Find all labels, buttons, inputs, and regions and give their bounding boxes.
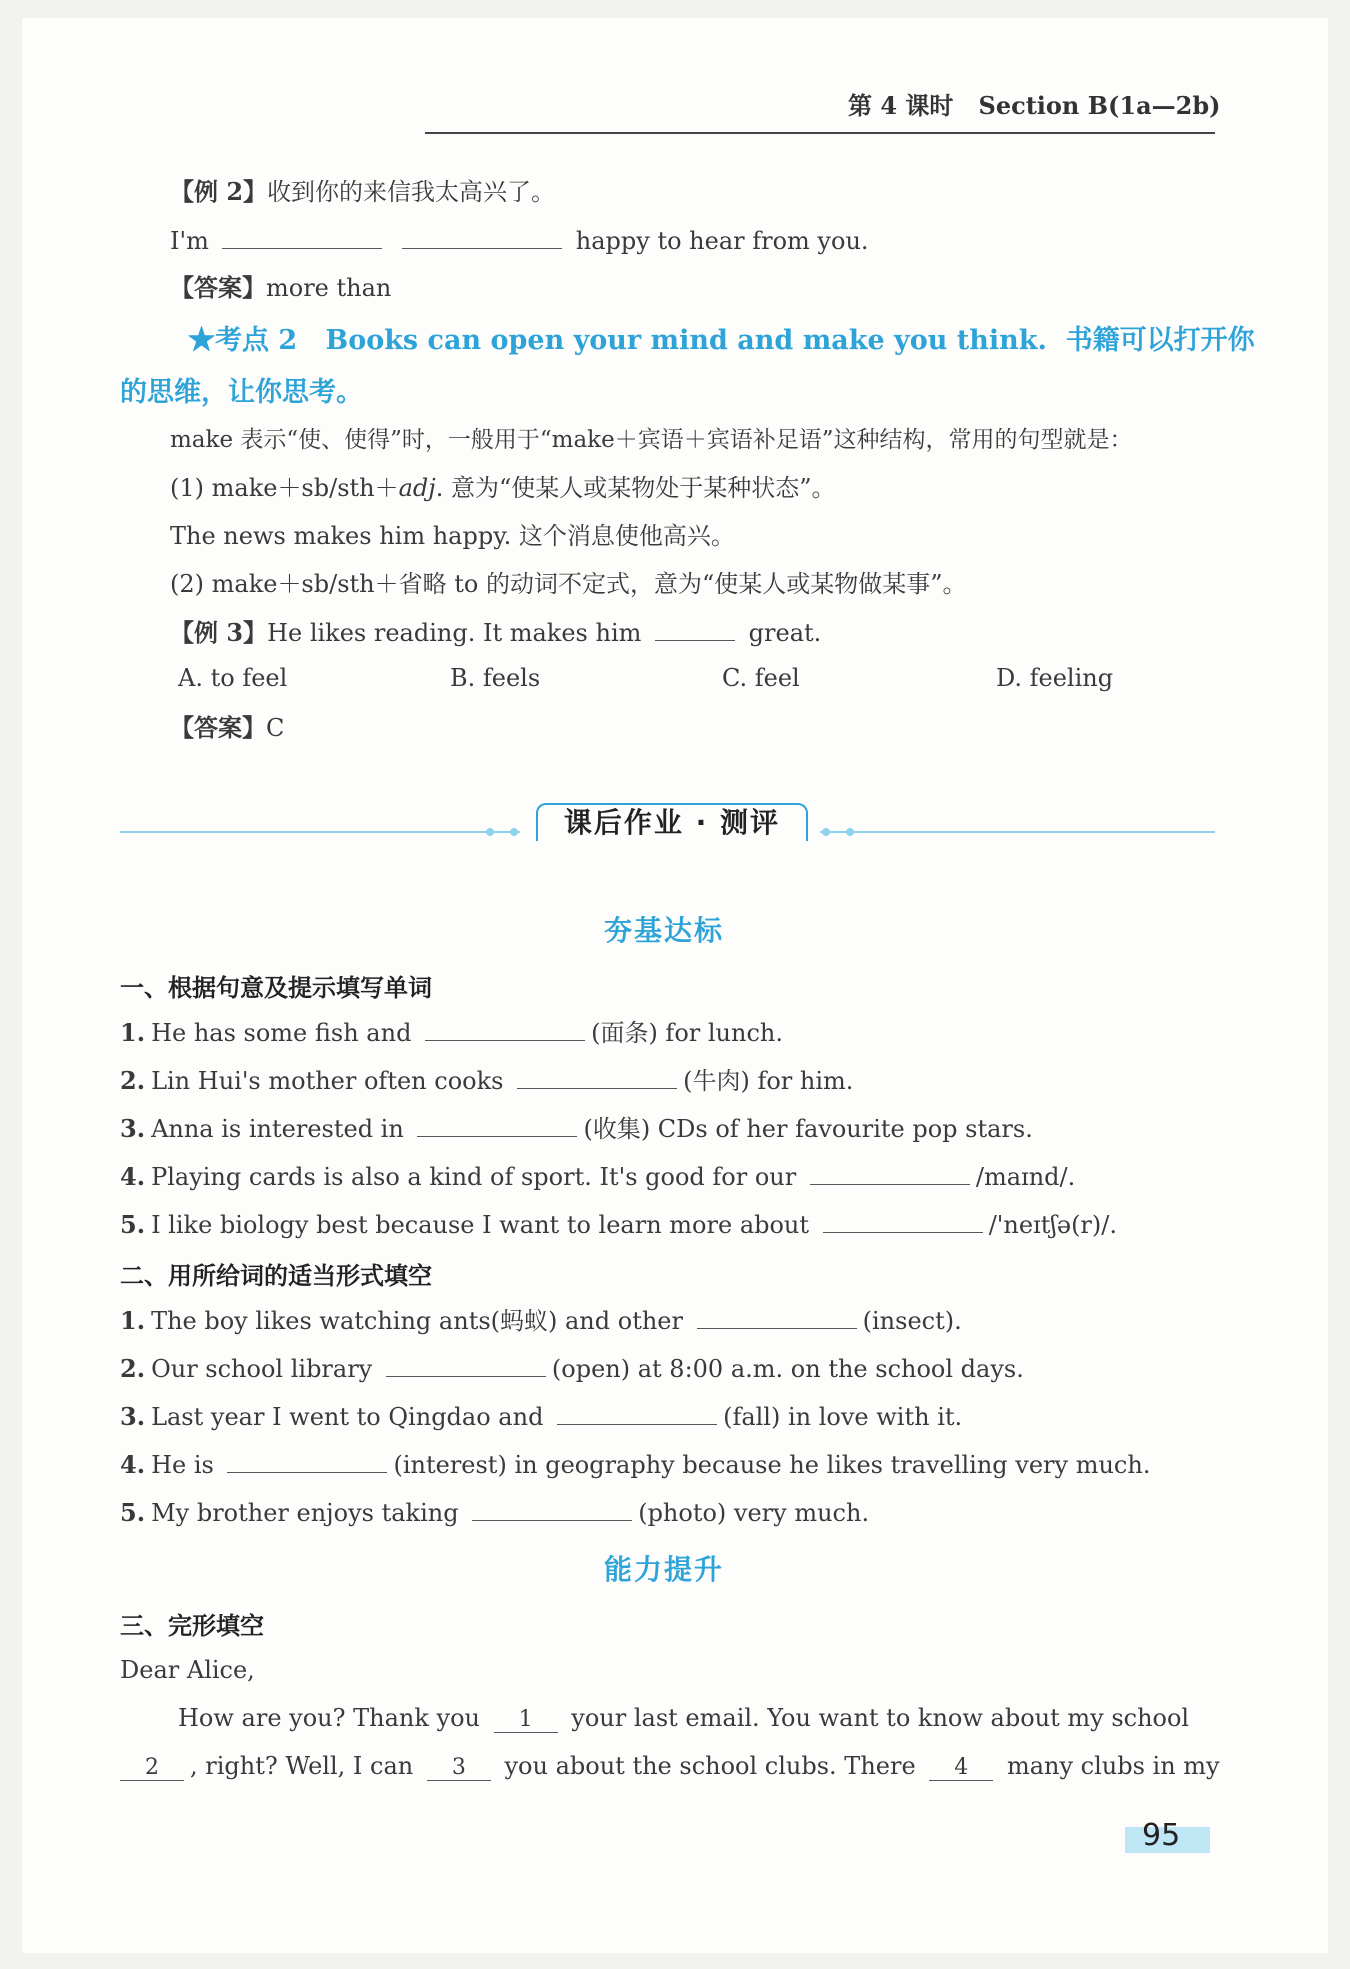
explain-point2: (2) make＋sb/sth＋省略 to 的动词不定式，意为“使某人或某物做某事”。	[170, 570, 967, 598]
homework-banner	[536, 803, 808, 841]
banner-dot	[822, 828, 830, 836]
banner-dot	[486, 828, 494, 836]
part2-item: 2. Our school library (open) at 8:00 a.m. on the school days.	[120, 1354, 1024, 1383]
blank	[823, 1208, 983, 1233]
blank	[227, 1448, 387, 1473]
explain-point1: (1) make＋sb/sth＋adj. 意为“使某人或某物处于某种状态”。	[170, 474, 836, 502]
part1-title: 一、根据句意及提示填写单词	[120, 974, 432, 1002]
blank	[425, 1016, 585, 1041]
part2-item: 3. Last year I went to Qingdao and (fall) in love with it.	[120, 1402, 963, 1431]
part1-item: 5. I like biology best because I want to learn more about /'neɪtʃə(r)/.	[120, 1210, 1117, 1239]
cloze-blank: 1	[494, 1708, 558, 1733]
example3-sentence: 【例 3】He likes reading. It makes him great.	[170, 618, 822, 647]
cloze-blank: 3	[427, 1756, 491, 1781]
example2-answer: 【答案】more than	[170, 273, 392, 302]
option-b: B. feels	[450, 664, 541, 692]
option-d: D. feeling	[996, 664, 1114, 692]
part1-item: 4. Playing cards is also a kind of sport. It's good for our /maɪnd/.	[120, 1162, 1076, 1191]
cloze-blank: 2	[120, 1756, 184, 1781]
page-header	[848, 86, 1220, 121]
banner-dot	[510, 828, 518, 836]
blank	[402, 224, 562, 249]
example2-prompt: 【例 2】收到你的来信我太高兴了。	[170, 177, 556, 206]
letter-line: 2 , right? Well, I can 3 you about the school clubs. There 4 many clubs in my	[120, 1750, 1220, 1782]
letter-greeting: Dear Alice,	[120, 1656, 255, 1684]
part2-title: 二、用所给词的适当形式填空	[120, 1262, 432, 1290]
blank	[557, 1400, 717, 1425]
lesson-label: 第 4 课时	[848, 91, 954, 120]
explain-intro: make 表示“使、使得”时，一般用于“make＋宾语＋宾语补足语”这种结构，常用的句型就是：	[170, 427, 1133, 453]
part1-item: 1. He has some fish and (面条) for lunch.	[120, 1018, 783, 1047]
blank	[517, 1064, 677, 1089]
cloze-blank: 4	[929, 1756, 993, 1781]
key-point-title-cont: 的思维，让你思考。	[120, 377, 363, 408]
part2-item: 5. My brother enjoys taking (photo) very much.	[120, 1498, 870, 1527]
example3-answer: 【答案】C	[170, 713, 285, 742]
letter-line: How are you? Thank you 1 your last email. You want to know about my school	[178, 1704, 1190, 1732]
part3-title: 三、完形填空	[120, 1612, 264, 1640]
subhead-basic: 夯基达标	[604, 914, 725, 947]
part1-item: 3. Anna is interested in (收集) CDs of her favourite pop stars.	[120, 1114, 1033, 1143]
blank	[417, 1112, 577, 1137]
key-point-title: ★考点 2 Books can open your mind and make you think. 书籍可以打开你	[188, 325, 1255, 356]
subhead-advanced: 能力提升	[604, 1553, 725, 1586]
option-a: A. to feel	[178, 664, 288, 692]
blank	[386, 1352, 546, 1377]
section-label: Section B(1a—2b)	[978, 91, 1221, 120]
blank	[655, 616, 735, 641]
header-divider	[425, 132, 1215, 134]
homework-banner-text: 课后作业 · 测评	[563, 806, 781, 839]
banner-dot	[846, 828, 854, 836]
example2-sentence: I'm happy to hear from you.	[170, 224, 869, 257]
page-number: 95	[1142, 1818, 1181, 1853]
explain-point1-example: The news makes him happy. 这个消息使他高兴。	[170, 522, 735, 550]
part2-item: 1. The boy likes watching ants(蚂蚁) and other (insect).	[120, 1306, 962, 1335]
banner-rule-right	[820, 831, 1215, 833]
banner-rule-left	[120, 831, 520, 833]
part2-item: 4. He is (interest) in geography because he likes travelling very much.	[120, 1450, 1151, 1479]
blank	[472, 1496, 632, 1521]
part1-item: 2. Lin Hui's mother often cooks (牛肉) for him.	[120, 1066, 854, 1095]
blank	[222, 224, 382, 249]
blank	[810, 1160, 970, 1185]
blank	[697, 1304, 857, 1329]
option-c: C. feel	[722, 664, 800, 692]
